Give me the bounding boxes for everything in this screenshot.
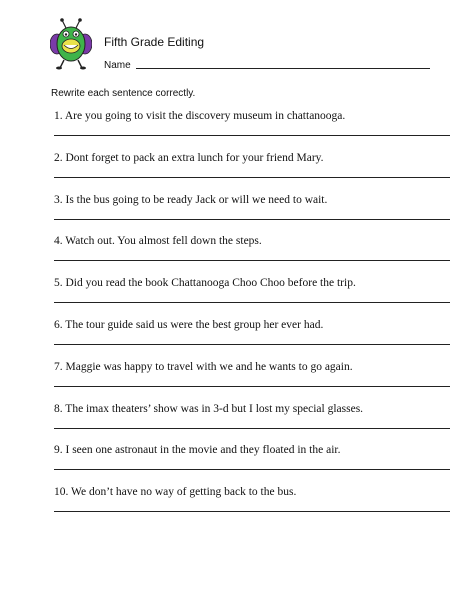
sentence-2: 2. Dont forget to pack an extra lunch for your friend Mary. <box>54 151 324 164</box>
answer-line-6[interactable] <box>54 344 450 345</box>
sentence-1: 1. Are you going to visit the discovery museum in chattanooga. <box>54 110 346 122</box>
sentence-10: 10. We don’t have no way of getting back to the bus. <box>54 486 297 499</box>
answer-line-1[interactable] <box>54 135 450 136</box>
answer-line-2[interactable] <box>54 177 450 178</box>
sentence-5: 5. Did you read the book Chattanooga Choo Choo before the trip. <box>54 277 356 290</box>
sentence-9: 9. I seen one astronaut in the movie and they floated in the air. <box>54 444 341 457</box>
name-label: Name <box>104 60 131 71</box>
bug-mascot-icon <box>50 18 92 70</box>
answer-line-10[interactable] <box>54 511 450 512</box>
sentence-7: 7. Maggie was happy to travel with we and he wants to go again. <box>54 360 353 373</box>
answer-line-9[interactable] <box>54 469 450 470</box>
sentence-3: 3. Is the bus going to be ready Jack or will we need to wait. <box>54 193 328 206</box>
answer-line-8[interactable] <box>54 428 450 429</box>
answer-line-3[interactable] <box>54 219 450 220</box>
sentence-4: 4. Watch out. You almost fell down the steps. <box>54 235 262 248</box>
answer-line-5[interactable] <box>54 302 450 303</box>
sentence-8: 8. The imax theaters’ show was in 3-d but I lost my special glasses. <box>54 402 364 415</box>
answer-line-7[interactable] <box>54 386 450 387</box>
instructions-text: Rewrite each sentence correctly. <box>51 88 196 99</box>
worksheet-title: Fifth Grade Editing <box>104 35 205 49</box>
name-field-line[interactable] <box>136 68 430 69</box>
sentence-6: 6. The tour guide said us were the best group her ever had. <box>54 319 324 331</box>
answer-line-4[interactable] <box>54 260 450 261</box>
